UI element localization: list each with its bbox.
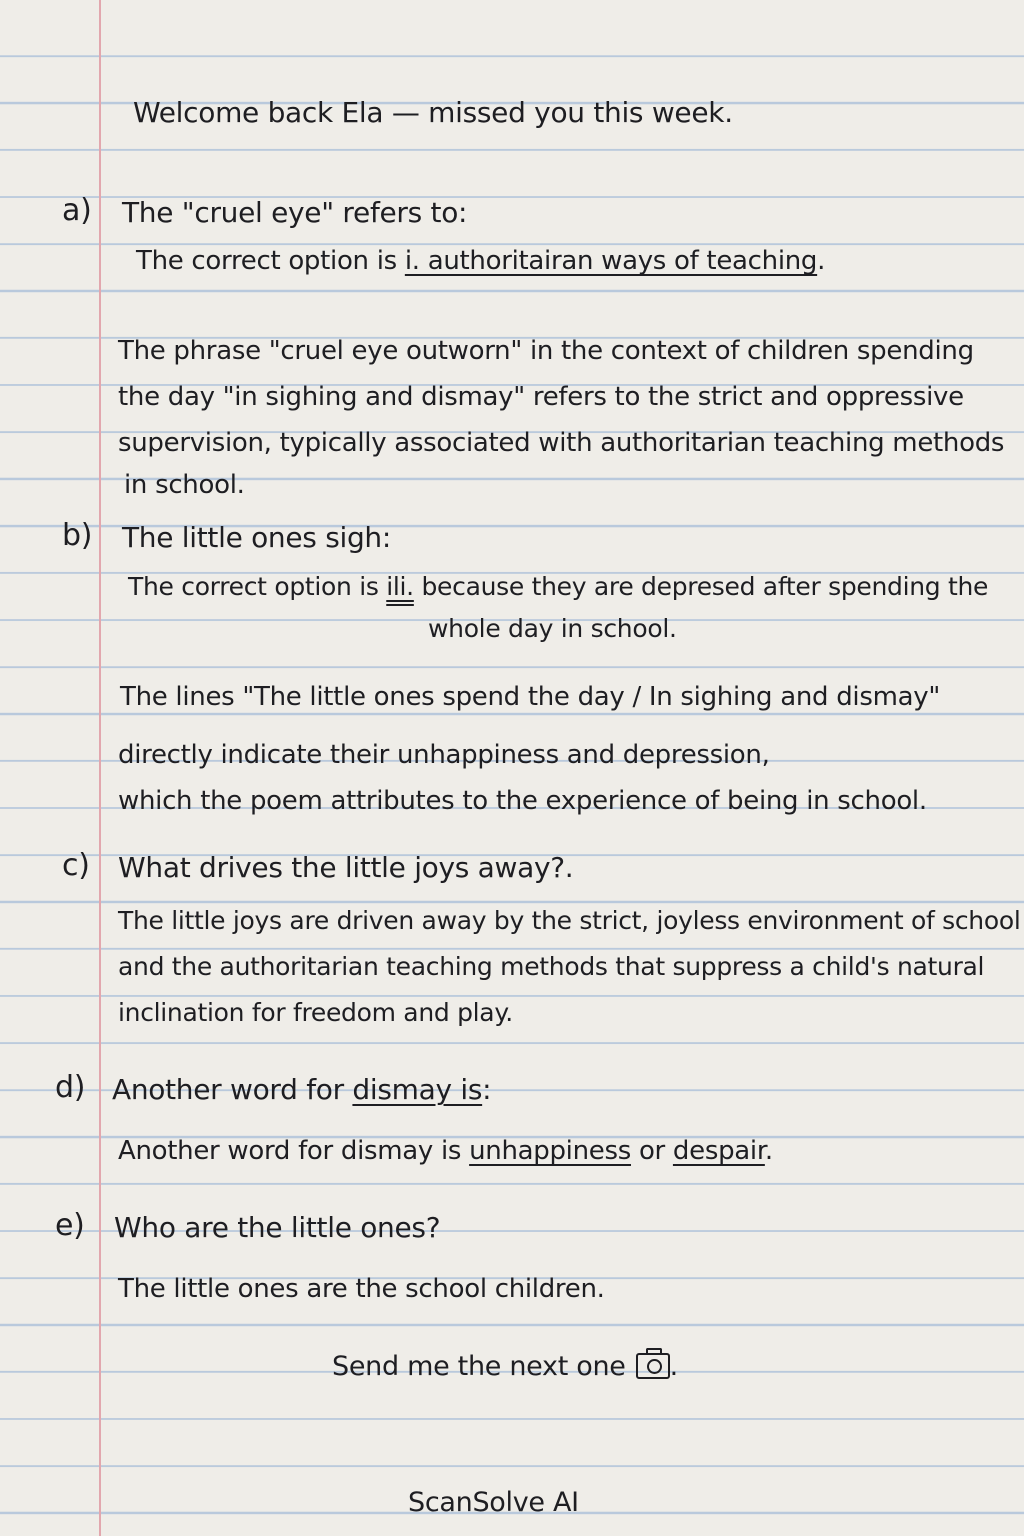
question-b-explanation-line: directly indicate their unhappiness and depression, — [118, 740, 770, 770]
question-a-explanation-line: supervision, typically associated with authoritarian teaching methods — [118, 428, 1005, 458]
question-d-answer-word: unhappiness — [469, 1136, 631, 1166]
question-d-label: d) — [55, 1070, 86, 1105]
question-a-text: The "cruel eye" refers to: — [122, 196, 468, 229]
question-b-explanation-line: which the poem attributes to the experience of being in school. — [118, 786, 927, 816]
question-b-text: The little ones sigh: — [122, 521, 392, 554]
question-c-answer-line: inclination for freedom and play. — [118, 998, 513, 1027]
greeting: Welcome back Ela — missed you this week. — [133, 96, 733, 129]
closing-line: Send me the next one . — [332, 1351, 678, 1382]
question-b-answer-option: ili. — [386, 572, 414, 601]
question-b-explanation-line: The lines "The little ones spend the day / In sighing and dismay" — [120, 682, 940, 712]
question-c-answer-line: and the authoritarian teaching methods that suppress a child's natural — [118, 952, 985, 981]
question-e-label: e) — [55, 1208, 85, 1243]
question-a-answer-option: i. authoritairan ways of teaching — [404, 246, 818, 276]
question-d-answer-word: despair — [672, 1136, 765, 1166]
question-d-keyword: dismay is — [352, 1073, 483, 1106]
question-d-text: Another word for dismay is: — [112, 1073, 492, 1106]
question-b-answer-line2: whole day in school. — [428, 614, 677, 643]
question-a-explanation-line: in school. — [124, 470, 245, 500]
question-b-answer: The correct option is ili. because they are depresed after spending the — [128, 572, 989, 601]
margin-line — [99, 0, 101, 1536]
question-a-answer: The correct option is i. authoritairan ways of teaching. — [136, 246, 826, 276]
footer-brand: ScanSolve AI — [408, 1487, 579, 1518]
question-a-explanation-line: the day "in sighing and dismay" refers to the strict and oppressive — [118, 382, 964, 412]
question-a-label: a) — [62, 193, 92, 228]
question-c-answer-line: The little joys are driven away by the strict, joyless environment of school — [118, 906, 1021, 935]
question-c-label: c) — [62, 848, 90, 883]
question-d-answer: Another word for dismay is unhappiness or despair. — [118, 1136, 773, 1166]
camera-icon — [636, 1353, 670, 1379]
question-e-answer: The little ones are the school children. — [118, 1274, 605, 1304]
question-a-explanation-line: The phrase "cruel eye outworn" in the context of children spending — [118, 336, 974, 366]
question-e-text: Who are the little ones? — [114, 1211, 441, 1244]
question-c-text: What drives the little joys away?. — [118, 851, 574, 884]
question-b-label: b) — [62, 518, 93, 553]
